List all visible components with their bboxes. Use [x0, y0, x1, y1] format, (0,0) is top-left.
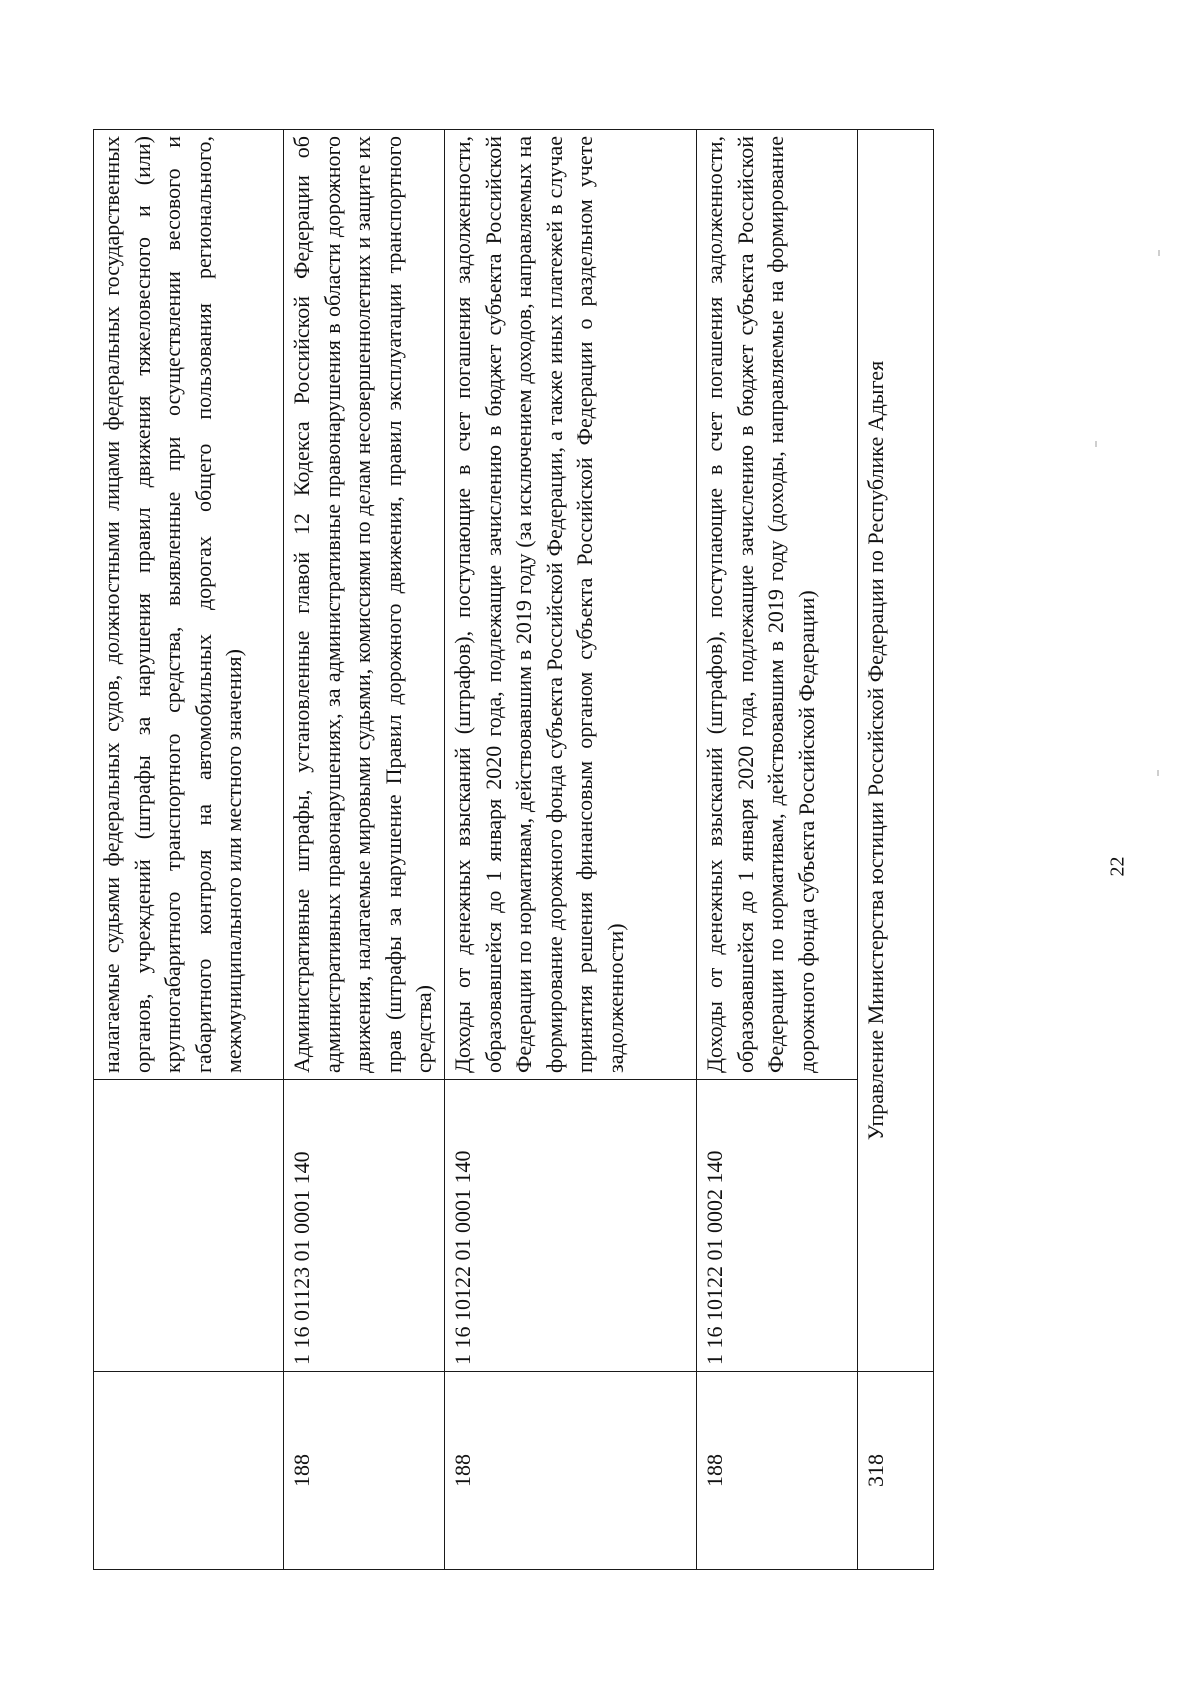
income-code-cell: 1 16 10122 01 0001 140	[445, 1080, 697, 1372]
page-number: 22	[1106, 856, 1129, 877]
admin-code-cell	[94, 1372, 284, 1570]
ministry-header-row	[858, 130, 934, 1570]
income-name-cell: Доходы от денежных взысканий (штрафов), поступающие в счет погашения задолженности, образовавшейся до 1 января 2020 года, подлежащие зачислению в бюджет субъекта Российской Федерации по нормативам, действовавшим в 2019 году (за исключением доходов, направляемых на формирование дорожного фонда субъекта Российской Федерации, а также иных платежей в случае принятия решения финансовым органом субъекта Российской Федерации о раздельном учете задолженности)	[445, 130, 697, 1080]
income-name-cell: налагаемые судьями федеральных судов, должностными лицами федеральных государственных органов, учреждений (штрафы за нарушения правил движения тяжеловесного и (или) крупногабаритного транспортного средства, выявленные при осуществлении весового и габаритного контроля на автомобильных дорогах общего пользования регионального, межмуниципального или местного значения)	[94, 130, 284, 1080]
income-code-cell: 1 16 01123 01 0001 140	[284, 1080, 445, 1372]
admin-code-cell: 188	[697, 1372, 858, 1570]
income-name-cell: Административные штрафы, установленные главой 12 Кодекса Российской Федерации об административных правонарушениях, за административные правонарушения в области дорожного движения, налагаемые мировыми судьями, комиссиями по делам несовершеннолетних и защите их прав (штрафы за нарушение Правил дорожного движения, правил эксплуатации транспортного средства)	[284, 130, 445, 1080]
rotated-table-frame	[93, 130, 933, 1570]
scan-artifact	[1157, 770, 1159, 776]
table-row	[284, 130, 445, 1570]
admin-code-cell: 188	[445, 1372, 697, 1570]
scan-artifact	[1095, 441, 1097, 447]
table-row	[445, 130, 697, 1570]
income-code-cell	[94, 1080, 284, 1372]
table-row	[697, 130, 858, 1570]
income-name-cell: Доходы от денежных взысканий (штрафов), поступающие в счет погашения задолженности, образовавшейся до 1 января 2020 года, подлежащие зачислению в бюджет субъекта Российской Федерации по нормативам, действовавшим в 2019 году (доходы, направляемые на формирование дорожного фонда субъекта Российской Федерации)	[697, 130, 858, 1080]
ministry-name-cell: Управление Министерства юстиции Российской Федерации по Республике Адыгея	[858, 130, 934, 1372]
admin-code-cell: 188	[284, 1372, 445, 1570]
income-code-cell: 1 16 10122 01 0002 140	[697, 1080, 858, 1372]
income-codes-table	[93, 129, 934, 1570]
admin-code-cell: 318	[858, 1372, 934, 1570]
table-row-continuation	[94, 130, 284, 1570]
scan-artifact	[1158, 250, 1160, 256]
